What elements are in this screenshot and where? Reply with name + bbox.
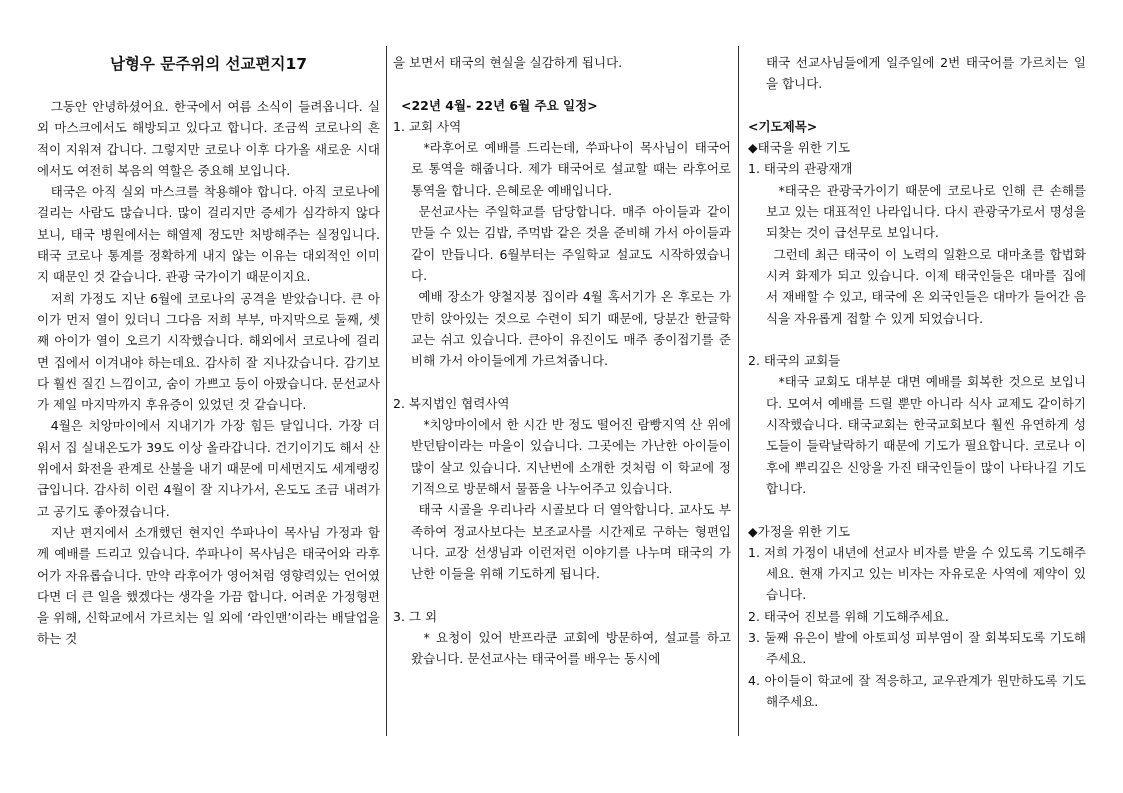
family-item-3: 3. 둘째 유은이 발에 아토피성 피부염이 잘 회복되도록 기도해주세요.	[748, 630, 1086, 667]
family-item-4: 4. 아이들이 학교에 잘 적응하고, 교우관계가 원만하도록 기도해주세요.	[748, 672, 1086, 709]
thai-item-2-paragraph-1: *태국 교회도 대부분 대면 예배를 회복한 것으로 보입니다. 모여서 예배를 드릴 뿐만 아니라 식사 교제도 같이하기 시작했습니다. 태국교회는 한국교회보다 훨씬 유연하게 성도들이 들락날락하기 때문에 기도가 필요합니다. 코로나 이후에 뿌리깊은 신앙을 가진 태국인들이 많이 나타나길 기도합니다.	[766, 374, 1086, 496]
section-3-paragraph-1: * 요청이 있어 반프라쿤 교회에 방문하여, 설교를 하고 왔습니다. 문선교사는 태국어를 배우는 동시에	[411, 630, 731, 667]
family-covid-paragraph: 저희 가정도 지난 6월에 코로나의 공격을 받았습니다. 큰 아이가 먼저 열이 있더니 그다음 저희 부부, 마지막으로 둘째, 셋째 아이가 열이 오르기 시작했습니다. 해외에서 코로나에 걸리면 집에서 이겨내야 하는데요. 감사히 잘 지나갔습니다. 감기보다 훨씬 질긴 느낌이고, 숨이 가쁘고 등이 아팠습니다. 문선교사가 제일 마지막까지 후유증이 있었던 것 같습니다.	[37, 290, 380, 413]
spacer	[748, 95, 1086, 116]
spacer	[393, 73, 731, 94]
family-item-2: 2. 태국어 진보를 위해 기도해주세요.	[748, 608, 949, 624]
spacer	[748, 499, 1086, 520]
thailand-mask-paragraph: 태국은 아직 실외 마스크를 착용해야 합니다. 아직 코로나에 걸리는 사람도 많습니다. 많이 걸리지만 증세가 심각하지 않다보니, 태국 병원에서는 해열제 정도만 처방해주는 실정입니다. 태국 코로나 통계를 정확하게 내지 않는 이유는 대외적인 이미지 때문인 것 같습니다. 관광 국가이기 때문이지요.	[37, 184, 380, 285]
continued-text: 을 보면서 태국의 현실을 실감하게 됩니다.	[393, 55, 623, 70]
april-weather-paragraph: 4월은 치앙마이에서 지내기가 가장 힘든 달입니다. 가장 더워서 집 실내온도가 39도 이상 올라갑니다. 건기이기도 해서 산 위에서 화전을 관계로 산불을 내기 때문에 미세먼지도 세계랭킹 급입니다. 감사히 이런 4월이 잘 지나가서, 온도도 조금 내려가고 공기도 좋아졌습니다.	[37, 418, 380, 519]
family-prayer-heading: ◆가정을 위한 기도	[748, 523, 851, 539]
spacer	[393, 371, 731, 392]
schedule-title: <22년 4월- 22년 6월 주요 일정>	[401, 97, 598, 113]
column-1	[37, 96, 380, 650]
column-divider-2	[738, 46, 739, 736]
thailand-prayer-heading: ◆태국을 위한 기도	[748, 140, 851, 156]
section-1-title: 1. 교회 사역	[393, 118, 462, 134]
thai-item-1-title: 1. 태국의 관광재개	[748, 161, 853, 177]
thai-item-1-paragraph-1: *태국은 관광국가이기 때문에 코로나로 인해 큰 손해를 보고 있는 대표적인 나라입니다. 다시 관광국가로서 명성을 되찾는 것이 급선무로 보입니다.	[766, 182, 1086, 241]
family-item-1: 1. 저희 가정이 내년에 선교사 비자를 받을 수 있도록 기도해주세요. 현재 가지고 있는 비자는 자유로운 사역에 제약이 있습니다.	[748, 544, 1086, 603]
prayer-title: <기도제목>	[748, 118, 818, 134]
section-1-paragraph-3: 예배 장소가 양철지붕 집이라 4월 혹서기가 온 후로는 가만히 앉아있는 것으로 수련이 되기 때문에, 당분간 한글학교는 쉬고 있습니다. 큰아이 유진이도 매주 종이접기를 준비해 가서 아이들에게 가르쳐줍니다.	[411, 289, 731, 369]
section-1-paragraph-2: 문선교사는 주일학교를 담당합니다. 매주 아이들과 같이 만들 수 있는 김밥, 주먹밥 같은 것을 준비해 가서 아이들과 같이 만듭니다. 6월부터는 주일학교 설교도 시작하였습니다.	[411, 204, 731, 283]
continued-text: 태국 선교사님들에게 일주일에 2번 태국어를 가르치는 일을 합니다.	[766, 55, 1086, 92]
section-2-title: 2. 복지법인 협력사역	[393, 395, 510, 411]
section-2-paragraph-2: 태국 시골을 우리나라 시골보다 더 열악합니다. 교사도 부족하여 정교사보다는 보조교사를 시간제로 구하는 형편입니다. 교장 선생님과 이런저런 이야기를 나누며 태국의 가난한 이들을 위해 기도하게 됩니다.	[411, 502, 731, 582]
section-3-title: 3. 그 외	[393, 608, 438, 624]
section-1-paragraph-1: *라후어로 예배를 드리는데, 쑤파나이 목사님이 태국어로 통역을 해줍니다. 제가 태국어로 설교할 때는 라후어로 통역을 합니다. 은혜로운 예배입니다.	[411, 140, 731, 198]
spacer	[393, 584, 731, 605]
thai-item-2-title: 2. 태국의 교회들	[748, 353, 841, 369]
section-2-paragraph-1: *치앙마이에서 한 시간 반 정도 떨어진 람빵지역 산 위에 반던탐이라는 마을이 있습니다. 그곳에는 가난한 아이들이 많이 살고 있습니다. 지난번에 소개한 것처럼 이 학교에 정기적으로 방문해서 물품을 나누어주고 있습니다.	[411, 417, 731, 496]
thai-item-1-paragraph-2: 그런데 최근 태국이 이 노력의 일환으로 대마초를 합법화시켜 화제가 되고 있습니다. 이제 태국인들은 대마를 집에서 재배할 수 있고, 태국에 온 외국인들은 대마가 들어간 음식을 자유롭게 접할 수 있게 되었습니다.	[766, 246, 1086, 326]
column-divider-1	[386, 46, 387, 736]
column-3	[748, 52, 1086, 712]
greeting-paragraph: 그동안 안녕하셨어요. 한국에서 여름 소식이 들려옵니다. 실외 마스크에서도 해방되고 있다고 합니다. 조금씩 코로나의 흔적이 지워져 갑니다. 그렇지만 코로나 이후 다가올 새로운 시대에서도 여전히 복음의 역할은 중요해 보입니다.	[37, 99, 380, 178]
page-title: 남형우 문주위의 선교편지17	[109, 55, 308, 73]
pastor-paragraph: 지난 편지에서 소개했던 현지인 쑤파나이 목사님 가정과 함께 예배를 드리고 있습니다. 쑤파나이 목사님은 태국어와 라후어가 자유롭습니다. 만약 라후어가 영어처럼 영향력있는 언어였다면 더 큰 일을 했겠다는 생각을 가끔 합니다. 어려운 가정형편을 위해, 신학교에서 가르치는 일 외에 ‘라인맨’이라는 배달업을 하는 것	[37, 524, 380, 647]
spacer	[748, 329, 1086, 350]
column-2	[393, 52, 731, 670]
